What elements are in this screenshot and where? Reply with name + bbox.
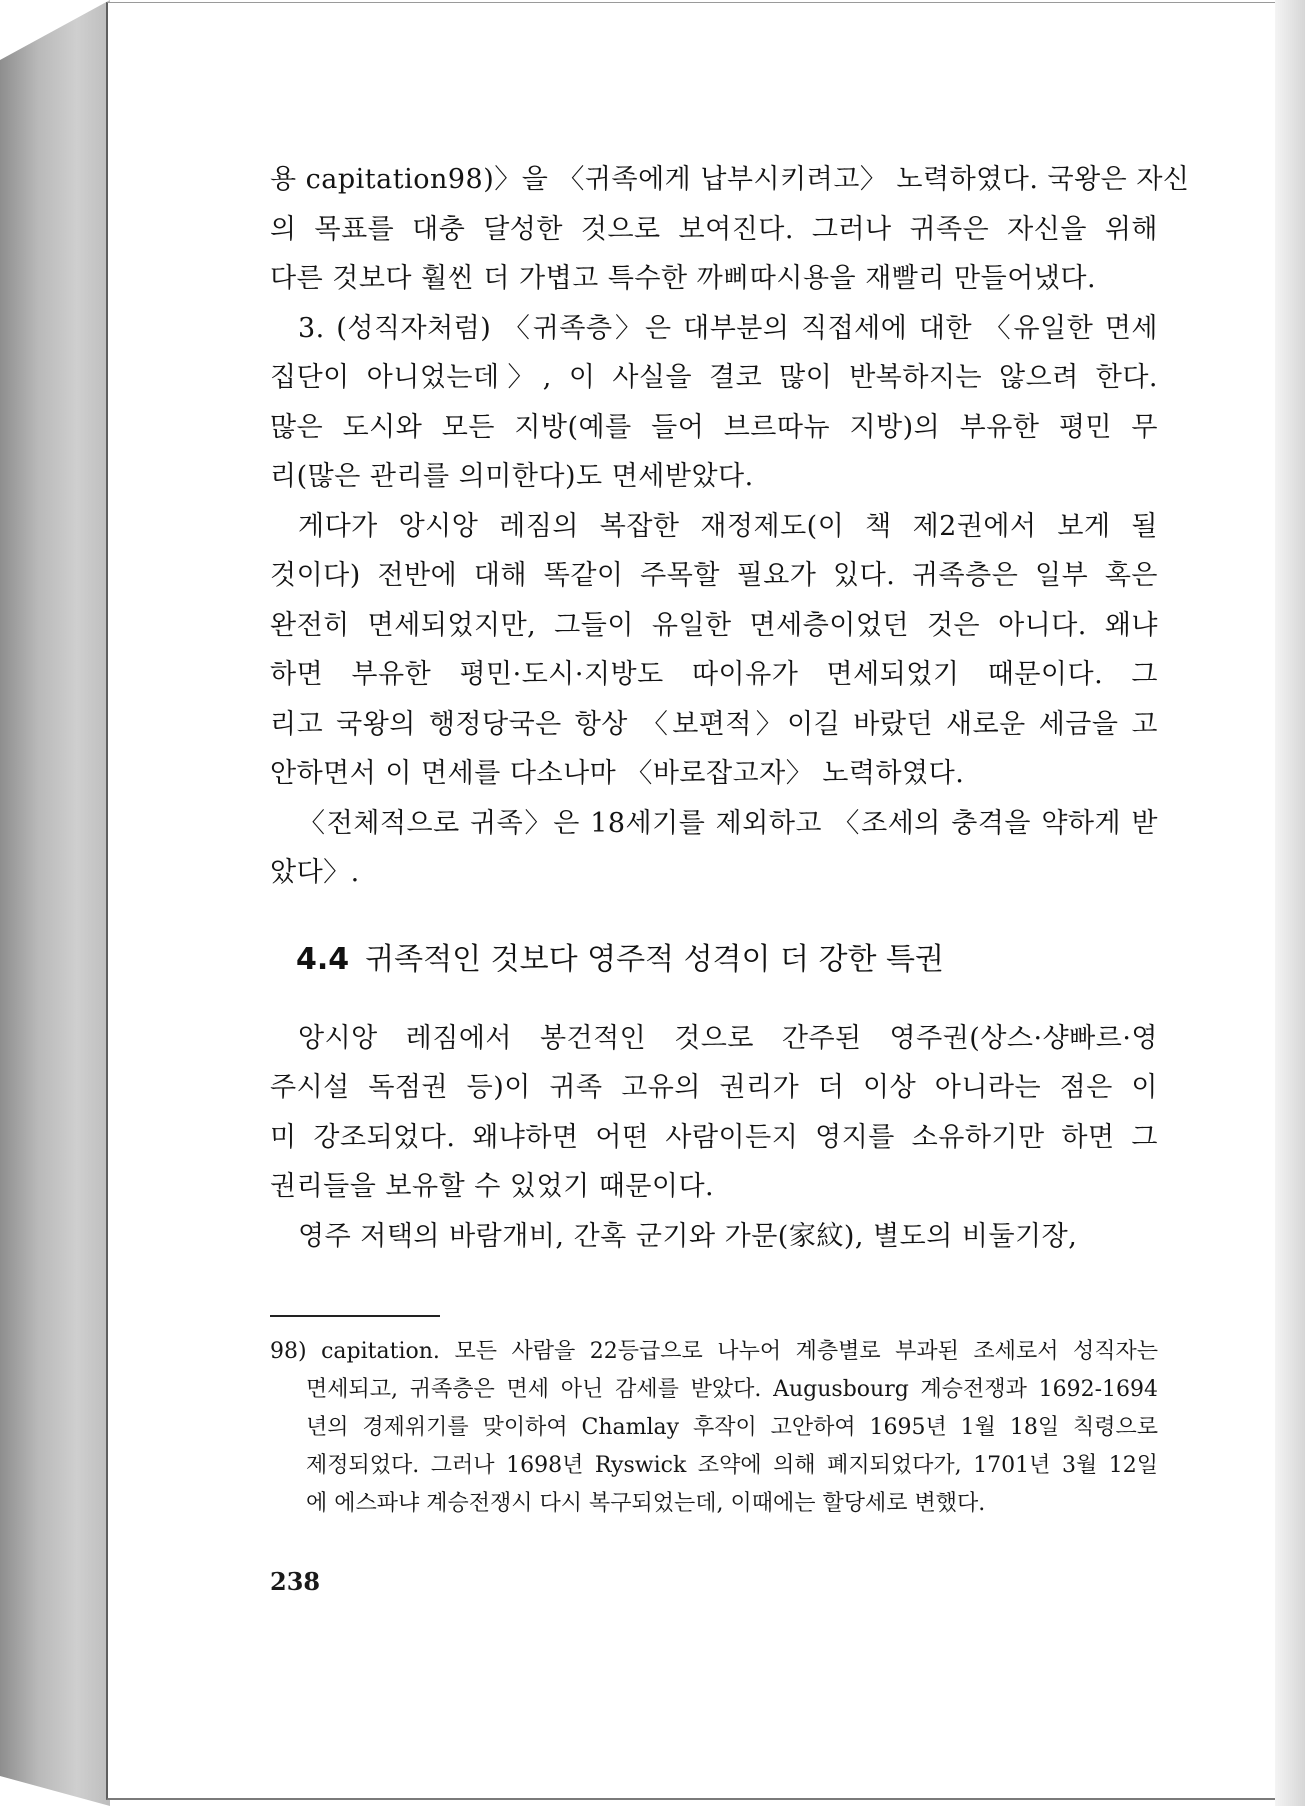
text-line: 주시설 독점권 등)이 귀족 고유의 권리가 더 이상 아니라는 점은 이	[270, 1072, 1158, 1103]
text-line: 았다〉.	[270, 857, 360, 888]
section-title: 귀족적인 것보다 영주적 성격이 더 강한 특권	[365, 941, 945, 977]
page-number: 238	[270, 1567, 321, 1596]
text-line: 미 강조되었다. 왜냐하면 어떤 사람이든지 영지를 소유하기만 하면 그	[270, 1121, 1158, 1153]
text-line: 영주 저택의 바람개비, 간혹 군기와 가문(家紋), 별도의 비둘기장,	[298, 1220, 1078, 1252]
page-edge-shadow	[1275, 0, 1305, 1806]
footnote-line: 년의 경제위기를 맞이하여 Chamlay 후작이 고안하여 1695년 1월 18일 칙령으로	[306, 1415, 1158, 1440]
text-line: 완전히 면세되었지만, 그들이 유일한 면세층이었던 것은 아니다. 왜냐	[270, 609, 1158, 641]
text-line: 안하면서 이 면세를 다소나마 〈바로잡고자〉 노력하였다.	[270, 758, 965, 789]
text-line: 하면 부유한 평민·도시·지방도 따이유가 면세되었기 때문이다. 그	[270, 659, 1158, 690]
text-line: 앙시앙 레짐에서 봉건적인 것으로 간주된 영주권(상스·샹빠르·영	[298, 1022, 1158, 1054]
paragraph	[270, 155, 1190, 304]
book-spine	[0, 0, 110, 1806]
text-line: 리고 국왕의 행정당국은 항상 〈보편적〉이길 바랐던 새로운 세금을 고	[270, 708, 1158, 740]
section-number: 4.4	[296, 941, 350, 977]
text-line: 리(많은 관리를 의미한다)도 면세받았다.	[270, 461, 754, 492]
text-line: 〈전체적으로 귀족〉은 18세기를 제외하고 〈조세의 충격을 약하게 받	[298, 807, 1158, 839]
text-line: 권리들을 보유할 수 있었기 때문이다.	[270, 1171, 715, 1202]
text-line: 것이다) 전반에 대해 똑같이 주목할 필요가 있다. 귀족층은 일부 혹은	[270, 560, 1158, 591]
footnote-line: 98) capitation. 모든 사람을 22등급으로 나누어 계층별로 부과된 조세로서 성직자는	[270, 1339, 1158, 1364]
footnote-line: 제정되었다. 그러나 1698년 Ryswick 조약에 의해 폐지되었다가, 1701년 3월 12일	[306, 1453, 1158, 1478]
paragraph	[270, 1212, 1158, 1262]
text-line: 집단이 아니었는데〉, 이 사실을 결코 많이 반복하지는 않으려 한다.	[270, 362, 1158, 393]
text-line: 게다가 앙시앙 레짐의 복잡한 재정제도(이 책 제2권에서 보게 될	[298, 510, 1158, 542]
text-line: 다른 것보다 훨씬 더 가볍고 특수한 까삐따시용을 재빨리 만들어냈다.	[270, 263, 1097, 294]
text-line: 용 capitation98)〉을 〈귀족에게 납부시키려고〉 노력하였다. 국왕은 자신	[270, 164, 1190, 195]
text-line: 많은 도시와 모든 지방(예를 들어 브르따뉴 지방)의 부유한 평민 무	[270, 411, 1158, 443]
footnote-line: 면세되고, 귀족층은 면세 아닌 감세를 받았다. Augusbourg 계승전쟁과 1692-1694	[306, 1377, 1158, 1402]
footnote-divider	[270, 1315, 440, 1317]
text-line: 의 목표를 대충 달성한 것으로 보여진다. 그러나 귀족은 자신을 위해	[270, 213, 1158, 245]
page-content	[270, 155, 1190, 1596]
footnote-line: 에 에스파냐 계승전쟁시 다시 복구되었는데, 이때에는 할당세로 변했다.	[306, 1491, 986, 1516]
paragraph	[270, 304, 1158, 502]
body-text-top	[270, 155, 1190, 898]
text-line: 3. (성직자처럼) 〈귀족층〉은 대부분의 직접세에 대한 〈유일한 면세	[298, 312, 1158, 344]
section-heading	[270, 940, 1158, 980]
body-text-bottom	[270, 1014, 1158, 1262]
footnote	[270, 1333, 1158, 1523]
paragraph	[270, 502, 1158, 799]
paragraph	[270, 799, 1158, 898]
paragraph	[270, 1014, 1158, 1212]
